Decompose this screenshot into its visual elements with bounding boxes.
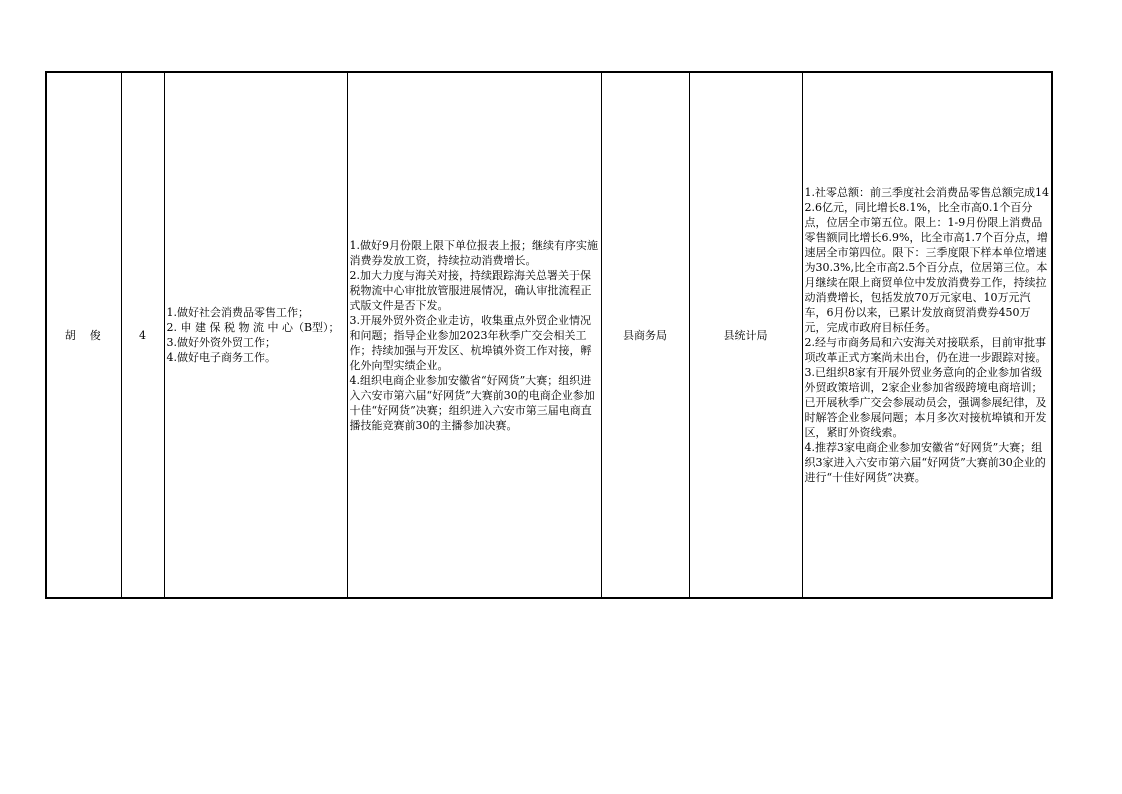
task-item: 3.做好外资外贸工作； xyxy=(166,336,276,349)
task-count-cell: 4 xyxy=(121,72,164,598)
task-item: 1.做好社会消费品零售工作； xyxy=(166,306,309,319)
measure-item: 1.做好9月份限上限下单位报表上报；继续有序实施消费券发放工资，持续拉动消费增长。 xyxy=(349,238,598,267)
lead-unit-cell: 县商务局 xyxy=(601,72,689,598)
measure-item: 2.加大力度与海关对接，持续跟踪海关总署关于保税物流中心审批放管服进展情况，确认审批流程正式版文件是否下发。 xyxy=(349,268,592,312)
responsible-person-name-char: 胡 xyxy=(64,328,78,342)
progress-item: 3.已组织8家有开展外贸业务意向的企业参加省级外贸政策培训，2家企业参加省级跨境电商培训；已开展秋季广交会参展动员会，强调参展纪律，及时解答企业参展问题；本月多次对接杭埠镇和开发区，紧盯外资线索。 xyxy=(804,366,1047,439)
task-item: 4.做好电子商务工作。 xyxy=(166,351,276,364)
tasks-cell xyxy=(164,72,347,598)
table-row xyxy=(46,72,1052,598)
responsible-person-name-char: 俊 xyxy=(89,328,103,342)
measure-item: 4.组织电商企业参加安徽省“好网货”大赛；组织进入六安市第六届“好网货”大赛前30的电商企业参加十佳“好网货”决赛；组织进入六安市第三届电商直播技能竞赛前30的主播参加决赛。 xyxy=(349,373,595,432)
task-item: 2. 申 建 保 税 物 流 中 心（B型）； xyxy=(166,321,340,334)
measure-item: 3.开展外贸外资企业走访，收集重点外贸企业情况和问题；指导企业参加2023年秋季广交会相关工作；持续加强与开发区、杭埠镇外资工作对接，孵化外向型实绩企业。 xyxy=(349,313,592,372)
progress-cell xyxy=(802,72,1052,598)
progress-item: 1.社零总额：前三季度社会消费品零售总额完成142.6亿元，同比增长8.1%，比全市高0.1个百分点，位居全市第五位。限上：1-9月份限上消费品零售额同比增长6.9%，比全市高1.7个百分点，增速居全市第四位。限下：三季度限下样本单位增速为30.3%,比全市高2.5个百分点，位居第三位。本月继续在限上商贸单位中发放消费券工作，持续拉动消费增长，包括发放70万元家电、10万元汽车，6月份以来，已累计发放商贸消费券450万元，完成市政府目标任务。 xyxy=(804,186,1049,334)
measures-cell xyxy=(347,72,601,598)
progress-item: 2.经与市商务局和六安海关对接联系，目前审批事项改革正式方案尚未出台，仍在进一步跟踪对接。 xyxy=(804,336,1047,364)
responsible-person-cell xyxy=(46,72,121,598)
cooperating-unit-cell: 县统计局 xyxy=(689,72,802,598)
task-table xyxy=(45,71,1053,599)
progress-item: 4.推荐3家电商企业参加安徽省“好网货”大赛；组织3家进入六安市第六届“好网货”大赛前30企业的进行“十佳好网货”决赛。 xyxy=(804,441,1046,484)
